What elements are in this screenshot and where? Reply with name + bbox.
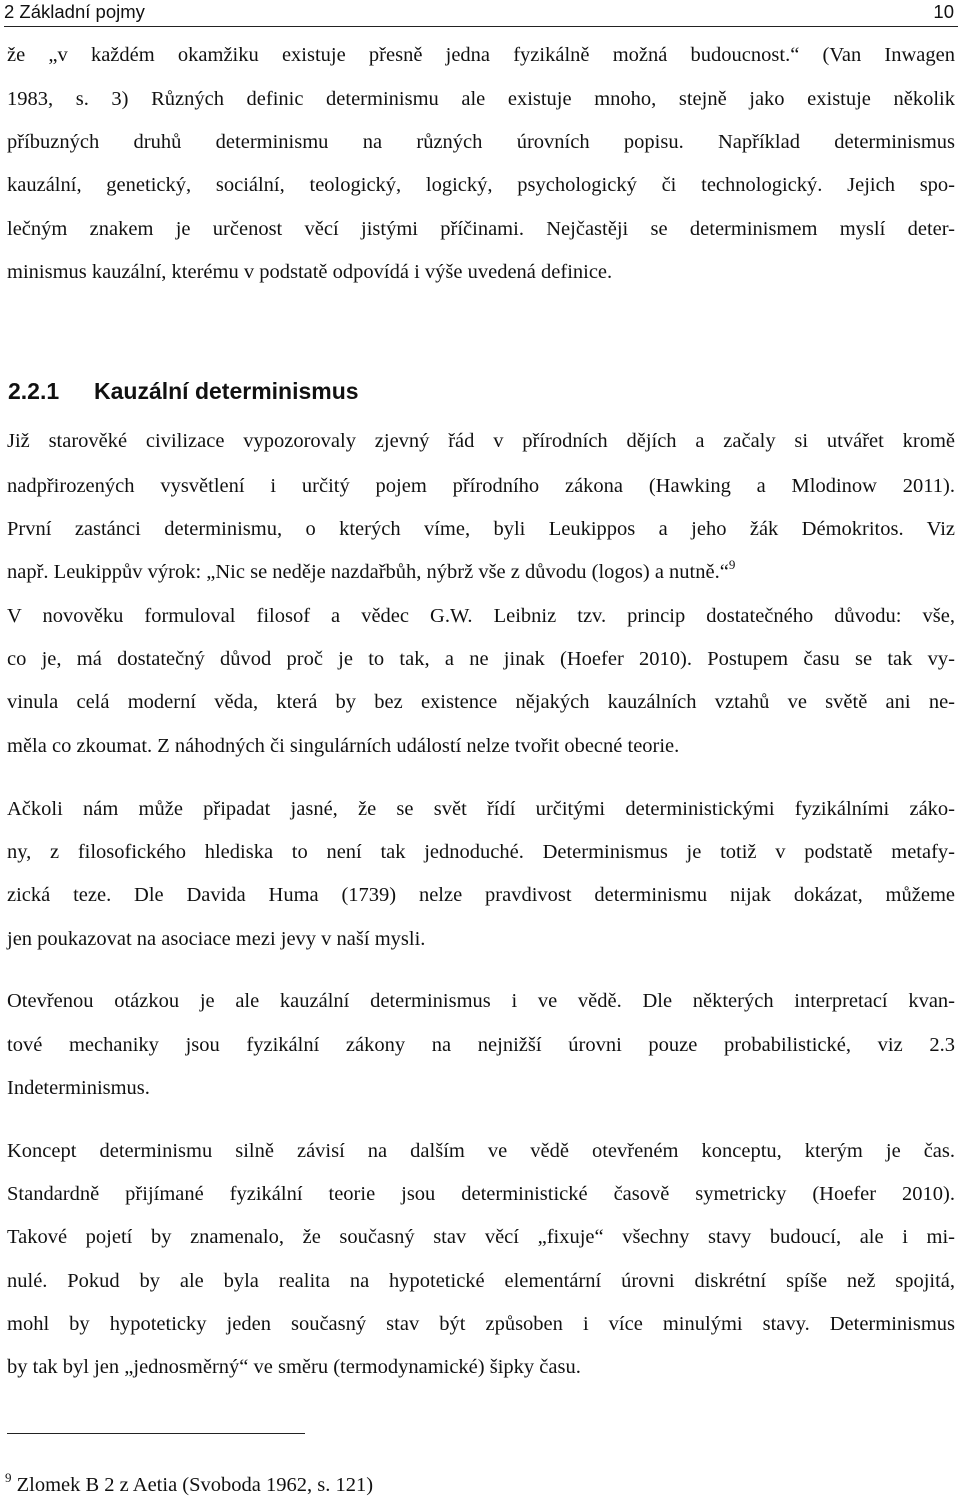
text-line: Indeterminismus. [7,1077,150,1099]
text-line: nadpřirozených vysvětlení i určitý pojem přírodního zákona (Hawking a Mlodinow 2011). [7,475,955,497]
text-line: měla co zkoumat. Z náhodných či singulárních událostí nelze tvořit obecné teorie. [7,735,680,757]
text-line: zická teze. Dle Davida Huma (1739) nelze pravdivost determinismu nijak dokázat, můžeme [7,884,955,906]
text-line: Otevřenou otázkou je ale kauzální determinismus i ve vědě. Dle některých interpretací kvan- [7,990,955,1012]
text-line: Již starověké civilizace vypozorovaly zjevný řád v přírodních dějích a začaly si utvářet kromě [7,430,955,452]
section-number: 2.2.1 [8,378,60,404]
footnote-separator [7,1433,305,1434]
text-line: by tak byl jen „jednosměrný“ ve směru (termodynamické) šipky času. [7,1356,581,1378]
text-line [7,559,955,585]
text-line: Takové pojetí by znamenalo, že současný stav věcí „fixuje“ všechny stavy budoucí, ale i mi- [7,1226,955,1248]
header-rule [4,26,958,27]
text-line: ny, z filosofického hlediska to není tak jednoduché. Determinismus je totiž v podstatě metafy- [7,841,955,863]
text-line: co je, má dostatečný důvod proč je to tak, a ne jinak (Hoefer 2010). Postupem času se tak vy- [7,648,955,670]
text-line: minismus kauzální, kterému v podstatě odpovídá i výše uvedená definice. [7,261,613,283]
text-span: např. Leukippův výrok: „Nic se neděje nazdařbůh, nýbrž vše z důvodu (logos) a nutně.“ [7,561,729,583]
text-line: nulé. Pokud by ale byla realita na hypotetické elementární úrovni diskrétní spíše než spojitá, [7,1270,955,1292]
running-header [4,1,954,27]
text-line: mohl by hypoteticky jeden současný stav být způsoben i více minulými stavy. Determinismus [7,1313,955,1335]
text-line: tové mechaniky jsou fyzikální zákony na nejnižší úrovni pouze probabilistické, viz 2.3 [7,1034,955,1056]
text-line: kauzální, genetický, sociální, teologický, logický, psychologický či technologický. Jejich spo- [7,174,955,196]
footnote [5,1472,953,1498]
text-line: jen poukazovat na asociace mezi jevy v naší mysli. [7,928,426,950]
text-line: V novověku formuloval filosof a vědec G.W. Leibniz tzv. princip dostatečného důvodu: vše, [7,605,955,627]
text-line: lečným znakem je určenost věcí jistými příčinami. Nejčastěji se determinismem myslí deter- [7,218,955,240]
footnote-text: Zlomek B 2 z Aetia (Svoboda 1962, s. 121) [16,1474,374,1496]
text-line: Koncept determinismu silně závisí na dalším ve vědě otevřeném konceptu, kterým je čas. [7,1140,955,1162]
text-line: Ačkoli nám může připadat jasné, že se svět řídí určitými deterministickými fyzikálními záko- [7,798,955,820]
text-line: 1983, s. 3) Různých definic determinismu ale existuje mnoho, stejně jako existuje několik [7,88,955,110]
text-line: Standardně přijímané fyzikální teorie jsou deterministické časově symetricky (Hoefer 2010). [7,1183,955,1205]
text-line: První zastánci determinismu, o kterých víme, byli Leukippos a jeho žák Démokritos. Viz [7,518,955,540]
chapter-title: 2 Základní pojmy [4,1,145,22]
section-title: Kauzální determinismus [94,378,359,404]
text-line: příbuzných druhů determinismu na různých úrovních popisu. Například determinismus [7,131,955,153]
footnote-number: 9 [5,1470,12,1485]
page-number: 10 [933,1,954,22]
text-line: že „v každém okamžiku existuje přesně jedna fyzikálně možná budoucnost.“ (Van Inwagen [7,44,955,66]
footnote-reference[interactable]: 9 [728,557,736,572]
text-line: vinula celá moderní věda, která by bez existence nějakých kauzálních vztahů ve světě ani ne- [7,691,955,713]
section-heading [8,378,359,405]
